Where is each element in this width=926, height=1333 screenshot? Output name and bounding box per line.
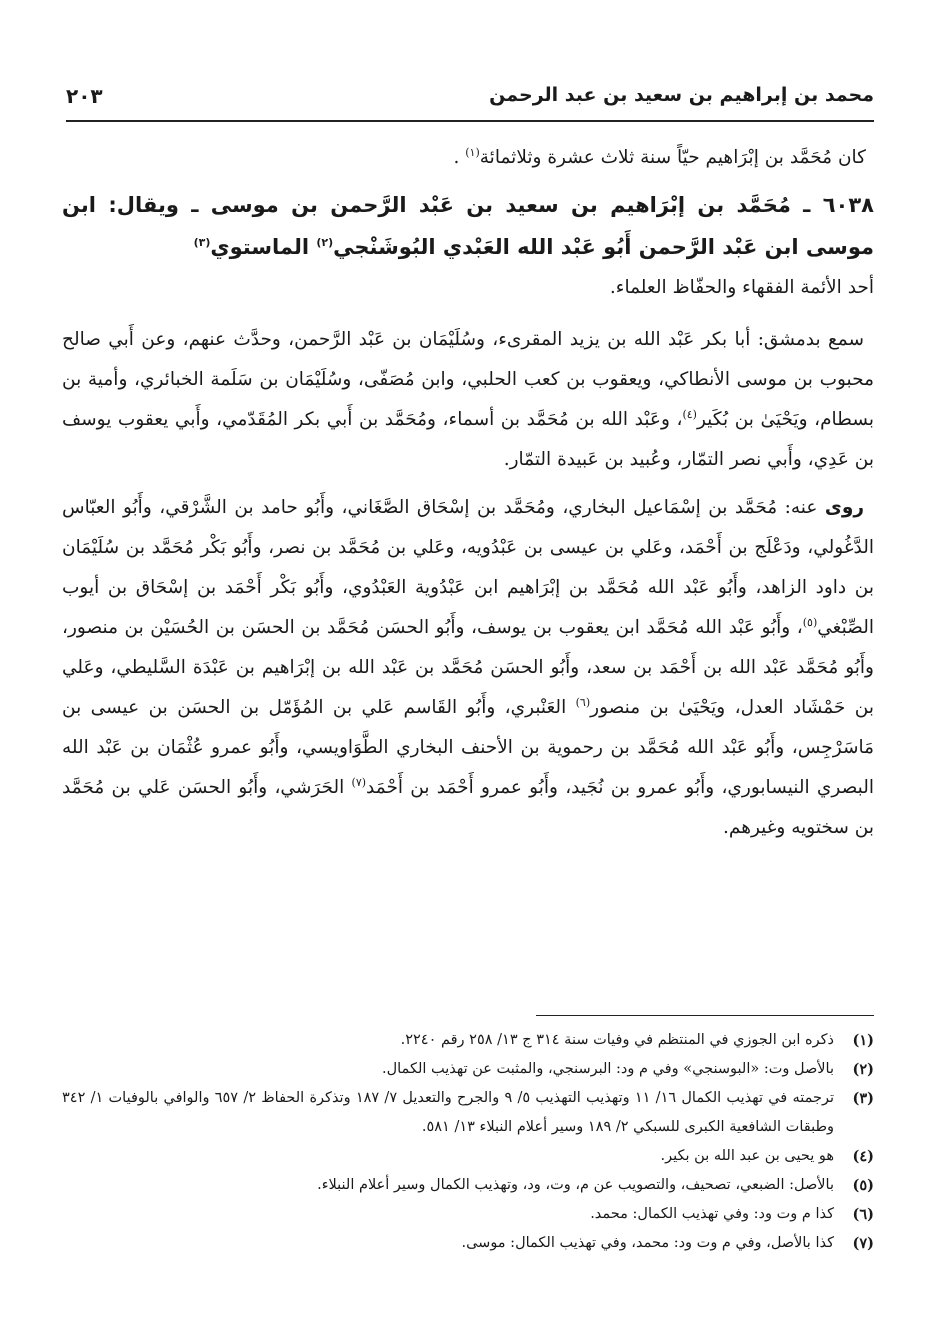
entry-heading-text: ٦٠٣٨ ـ مُحَمَّد بن إبْرَاهيم بن سعيد بن عَبْد الرَّحمن بن موسى ـ ويقال: ابن موسى ابن عَبْد الرَّحمن أَبُو عَبْد الله العَبْدي البُوشَنْجي [62,193,874,259]
entry-heading [62,184,874,268]
footnote-item [62,1142,874,1171]
footnote-item [62,1026,874,1055]
footnote-ref-4: (٤) [682,407,697,421]
footnote-number: (١) [852,1032,874,1049]
footnote-number: (٥) [852,1177,874,1194]
footnote-number: (٤) [852,1148,874,1165]
running-title: محمد بن إبراهيم بن سعيد بن عبد الرحمن [489,84,874,106]
main-text [62,138,874,848]
footnote-number: (٢) [852,1061,874,1078]
page-number: ٢٠٣ [66,84,103,108]
header-rule [66,120,874,122]
footnote-text: هو يحيى بن عبد الله بن بكير. [660,1148,834,1164]
footnote-item [62,1229,874,1258]
footnote-text: ذكره ابن الجوزي في المنتظم في وفيات سنة ٣١٤ ج ١٣/ ٢٥٨ رقم ٢٢٤٠. [400,1032,834,1048]
continuation-end: . [453,147,466,168]
footnote-text: بالأصل وت: «البوسنجي» وفي م ود: البرسنجي، والمثبت عن تهذيب الكمال. [382,1061,834,1077]
footnote-text: بالأصل: الضبعي، تصحيف، والتصويب عن م، وت، ود، وتهذيب الكمال وسير أعلام النبلاء. [317,1177,834,1193]
entry-heading-nisba: الماستوي [210,235,317,259]
footnote-item [62,1171,874,1200]
footnote-ref-7: (٧) [351,775,367,789]
footnote-text: ترجمته في تهذيب الكمال ١٦/ ١١ وتهذيب التهذيب ٥/ ٩ والجرح والتعديل ٧/ ١٨٧ وتذكرة الحفاظ ٢/ ٦٥٧ والوافي بالوفيات ١/ ٣٤٢ وطبقات الشافعية الكبرى للسبكي ٢/ ١٨٩ وسير أعلام النبلاء ١٣/ ٥٨١. [62,1090,835,1135]
page-header [66,78,874,118]
footnote-text: كذا بالأصل، وفي م وت ود: محمد، وفي تهذيب الكمال: موسى. [461,1235,834,1251]
narrated-text-c: العَنْبري، وأَبُو القَاسم عَلي بن المُؤَمّل بن الحسَن بن عيسى بن مَاسَرْجِس، وأَبُو عَبْد الله مُحَمَّد بن رحموية بن الأحنف البخاري الطَّوَاويسي، وأَبُو عمرو عُثْمَان بن عَبْد الله البصري النيسابوري، وأَبُو عمرو بن نُجَيد، وأَبُو عمرو أَحْمَد بن أَحْمَد [62,697,874,798]
footnote-text: كذا م وت ود: وفي تهذيب الكمال: محمد. [590,1206,834,1222]
footnote-item [62,1084,874,1142]
footnote-number: (٣) [852,1090,874,1107]
footnote-ref-5: (٥) [802,615,818,629]
footnote-number: (٦) [852,1206,874,1223]
footnote-number: (٧) [852,1235,874,1252]
footnote-ref-6: (٦) [575,695,591,709]
entry-description: أحد الأئمة الفقهاء والحفّاظ العلماء. [609,277,874,298]
heard-paragraph [62,320,874,480]
footnote-ref-2: (٢) [316,236,334,249]
footnote-item [62,1055,874,1084]
continuation-paragraph [62,138,874,178]
footnote-ref-3: (٣) [193,236,211,249]
heard-text-a: سمع بدمشق: أبا بكر عَبْد الله بن يزيد المقرىء، وسُلَيْمَان بن عَبْد الرَّحمن، وحدَّث عنهم، وعن أَبي صالح محبوب بن موسى الأنطاكي، ويعقوب بن كعب الحلبي، وابن مُصَفّى، وسُلَيْمَان بن سَلَمة الخبائري، وأمية بن بسطام، ويَحْيَىٰ بن بُكَير [62,329,875,430]
footnotes [62,1026,874,1258]
heard-text-b: ، وعَبْد الله بن مُحَمَّد بن أسماء، ومُحَمَّد بن أَبي بكر المُقَدّمي، وأَبي يعقوب يوسف بن عَدِي، وأَبي نصر التمّار، وعُبيد بن عَبيدة التمّار. [62,409,874,470]
narrated-text-d: الحَرَشي، وأَبُو الحسَن عَلي بن مُحَمَّد بن سختويه وغيرهم. [62,777,874,838]
narrated-text-b: ، وأَبُو عَبْد الله مُحَمَّد ابن يعقوب بن يوسف، وأَبُو الحسَن مُحَمَّد بن الحسَن بن الحُسَيْن بن منصور، وأَبُو مُحَمَّد عَبْد الله بن أَحْمَد بن سعد، وأَبُو الحسَن مُحَمَّد بن عَبْد الله بن إبْرَاهيم بن عَبْدَة السَّليطي، وعَلي بن حَمْشَاد العدل، ويَحْيَىٰ بن منصور [62,617,874,718]
narrated-text-a: عنه: مُحَمَّد بن إسْمَاعيل البخاري، ومُحَمَّد بن إسْحَاق الصَّغَاني، وأَبُو حامد بن الشَّرْقي، وأَبُو العبّاس الدَّغُولي، ودَعْلَج بن أَحْمَد، وعَلي بن عيسى بن عَبْدُويه، وعَلي بن مُحَمَّد بن نصر، وأَبُو بَكْر مُحَمَّد بن سُلَيْمَان بن داود الزاهد، وأَبُو عَبْد الله مُحَمَّد بن إبْرَاهيم ابن عَبْدُوية العَبْدُوي، وأَبُو بَكْر أَحْمَد بن إسْحَاق بن أيوب الصِّبْغي [62,497,874,638]
continuation-text: كان مُحَمَّد بن إبْرَاهيم حيّاً سنة ثلاث عشرة وثلاثمائة [479,147,866,168]
footnote-ref-1: (١) [465,145,480,159]
narrated-lead: روى [824,497,864,518]
footnote-rule [536,1015,874,1016]
footnote-item [62,1200,874,1229]
narrated-paragraph [62,488,874,848]
